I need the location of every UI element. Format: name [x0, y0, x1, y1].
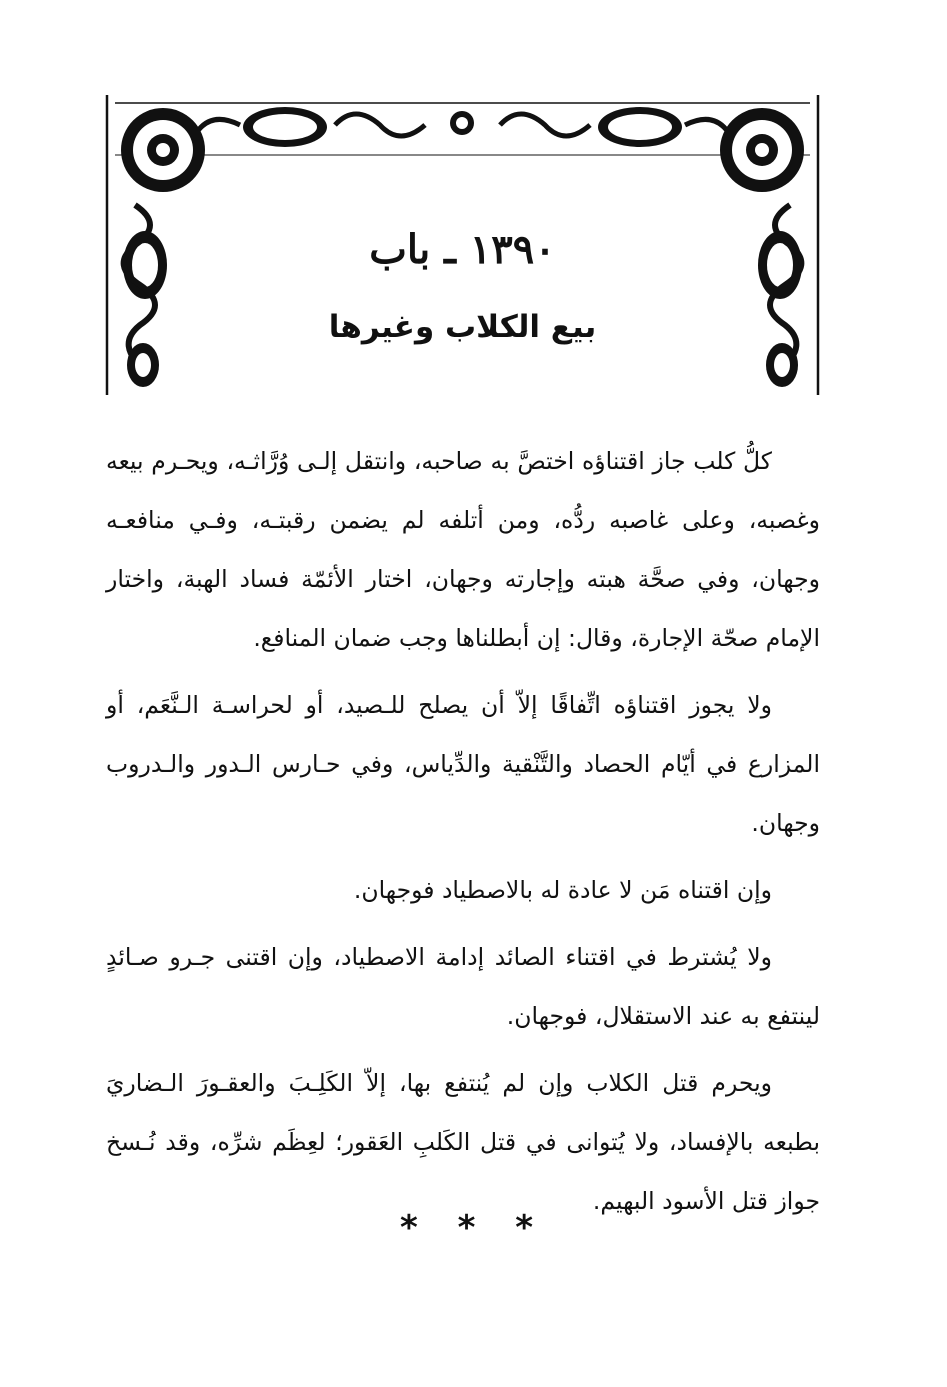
chapter-title: بيع الكلاب وغيرها	[328, 309, 597, 345]
paragraph: ولا يجوز اقتناؤه اتِّفاقًا إلاّ أن يصلح للـصيد، أو لحراسـة الـنَّعَم، أو المزارع في أيّام الحصاد والتَّنْقية والدِّياس، وفي حـارس الـدور والـدروب وجهان.	[106, 691, 820, 837]
paragraph: كلُّ كلب جاز اقتناؤه اختصَّ به صاحبه، وانتقل إلـى وُرَّاثـه، ويحـرم بيعه وغصبه، وعلى غاصبه ردُّه، ومن أتلفه لم يضمن رقبتـه، وفـي منافعـه وجهان، وفي صحَّة هبته وإجارته وجهان، اختار الأئمّة فساد الهبة، واختار الإمام صحّة الإجارة، وقال: إن أبطلناها وجب ضمان المنافع.	[106, 447, 820, 652]
section-separator: * * *	[399, 1208, 547, 1248]
chapter-number-label: ١٣٩٠ ـ باب	[369, 226, 556, 273]
body-text	[106, 432, 820, 1239]
paragraph: وإن اقتناه مَن لا عادة له بالاصطياد فوجهان.	[353, 876, 772, 904]
chapter-heading	[105, 205, 820, 355]
paragraph: ويحرم قتل الكلاب وإن لم يُنتفع بها، إلاّ الكَلِـبَ والعقـورَ الـضاريَ بطبعه بالإفساد، ولا يُتوانى في قتل الكَلبِ العَقور؛ لعِظَم شرِّه، وقد نُـسخ جواز قتل الأسود البهيم.	[106, 1069, 820, 1215]
paragraph: ولا يُشترط في اقتناء الصائد إدامة الاصطياد، وإن اقتنى جـرو صـائدٍ لينتفع به عند الاستقلال، فوجهان.	[106, 943, 820, 1030]
